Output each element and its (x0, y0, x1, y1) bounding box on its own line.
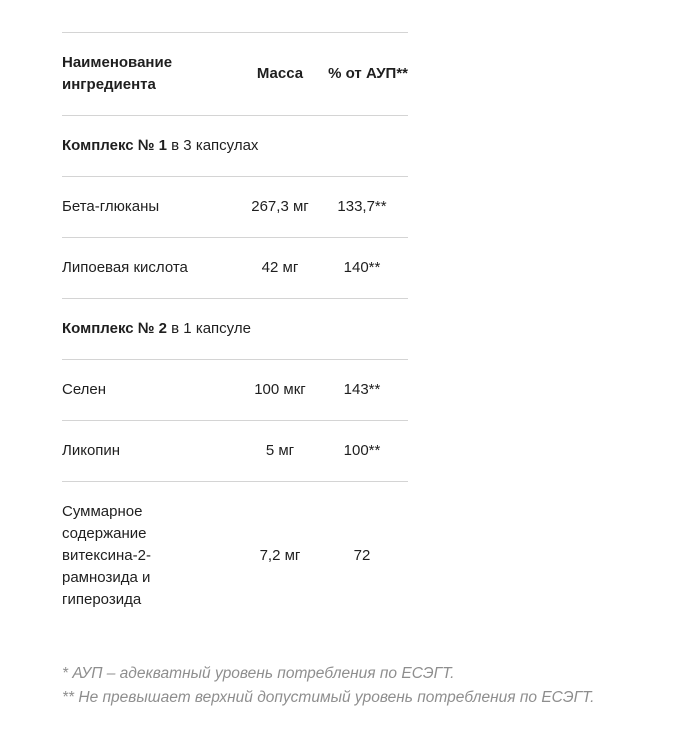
ingredient-name: Селен (62, 381, 107, 398)
header-name: Наименование ингредиента (62, 54, 173, 93)
ingredient-mass: 267,3 мг (251, 198, 309, 215)
section-title-bold: Комплекс № 1 (62, 137, 167, 154)
footnote-1: * АУП – адекватный уровень потребления по ЕСЭГТ. (62, 665, 455, 682)
ingredient-name: Ликопин (62, 442, 121, 459)
ingredient-percent: 140** (343, 259, 381, 276)
section-title (62, 135, 258, 157)
table-row (62, 360, 408, 421)
table-row (62, 482, 408, 630)
ingredient-percent: 72 (353, 547, 371, 564)
section-row-complex-1 (62, 116, 408, 177)
header-mass: Масса (256, 65, 304, 82)
ingredient-mass: 42 мг (261, 259, 299, 276)
section-title-bold: Комплекс № 2 (62, 320, 167, 337)
section-title-rest: в 1 капсуле (167, 320, 251, 337)
ingredient-percent: 100** (343, 442, 381, 459)
footnotes (62, 662, 594, 710)
ingredient-mass: 100 мкг (254, 381, 306, 398)
ingredient-name: Бета-глюканы (62, 198, 160, 215)
section-title (62, 318, 251, 340)
ingredient-mass: 7,2 мг (259, 547, 301, 564)
footnote-2: ** Не превышает верхний допустимый уровень потребления по ЕСЭГТ. (62, 689, 595, 706)
table-row (62, 177, 408, 238)
ingredient-name: Липоевая кислота (62, 259, 188, 276)
section-title-rest: в 3 капсулах (167, 137, 259, 154)
section-row-complex-2 (62, 299, 408, 360)
table-row (62, 238, 408, 299)
table-header-row (62, 33, 408, 116)
ingredient-percent: 133,7** (337, 198, 387, 215)
ingredients-table (62, 32, 408, 630)
table-row (62, 421, 408, 482)
header-percent: % от АУП** (328, 65, 408, 82)
ingredient-percent: 143** (343, 381, 381, 398)
ingredient-name: Суммарное содержание витексина-2-рамнозида и гиперозида (62, 503, 151, 608)
ingredient-mass: 5 мг (265, 442, 295, 459)
